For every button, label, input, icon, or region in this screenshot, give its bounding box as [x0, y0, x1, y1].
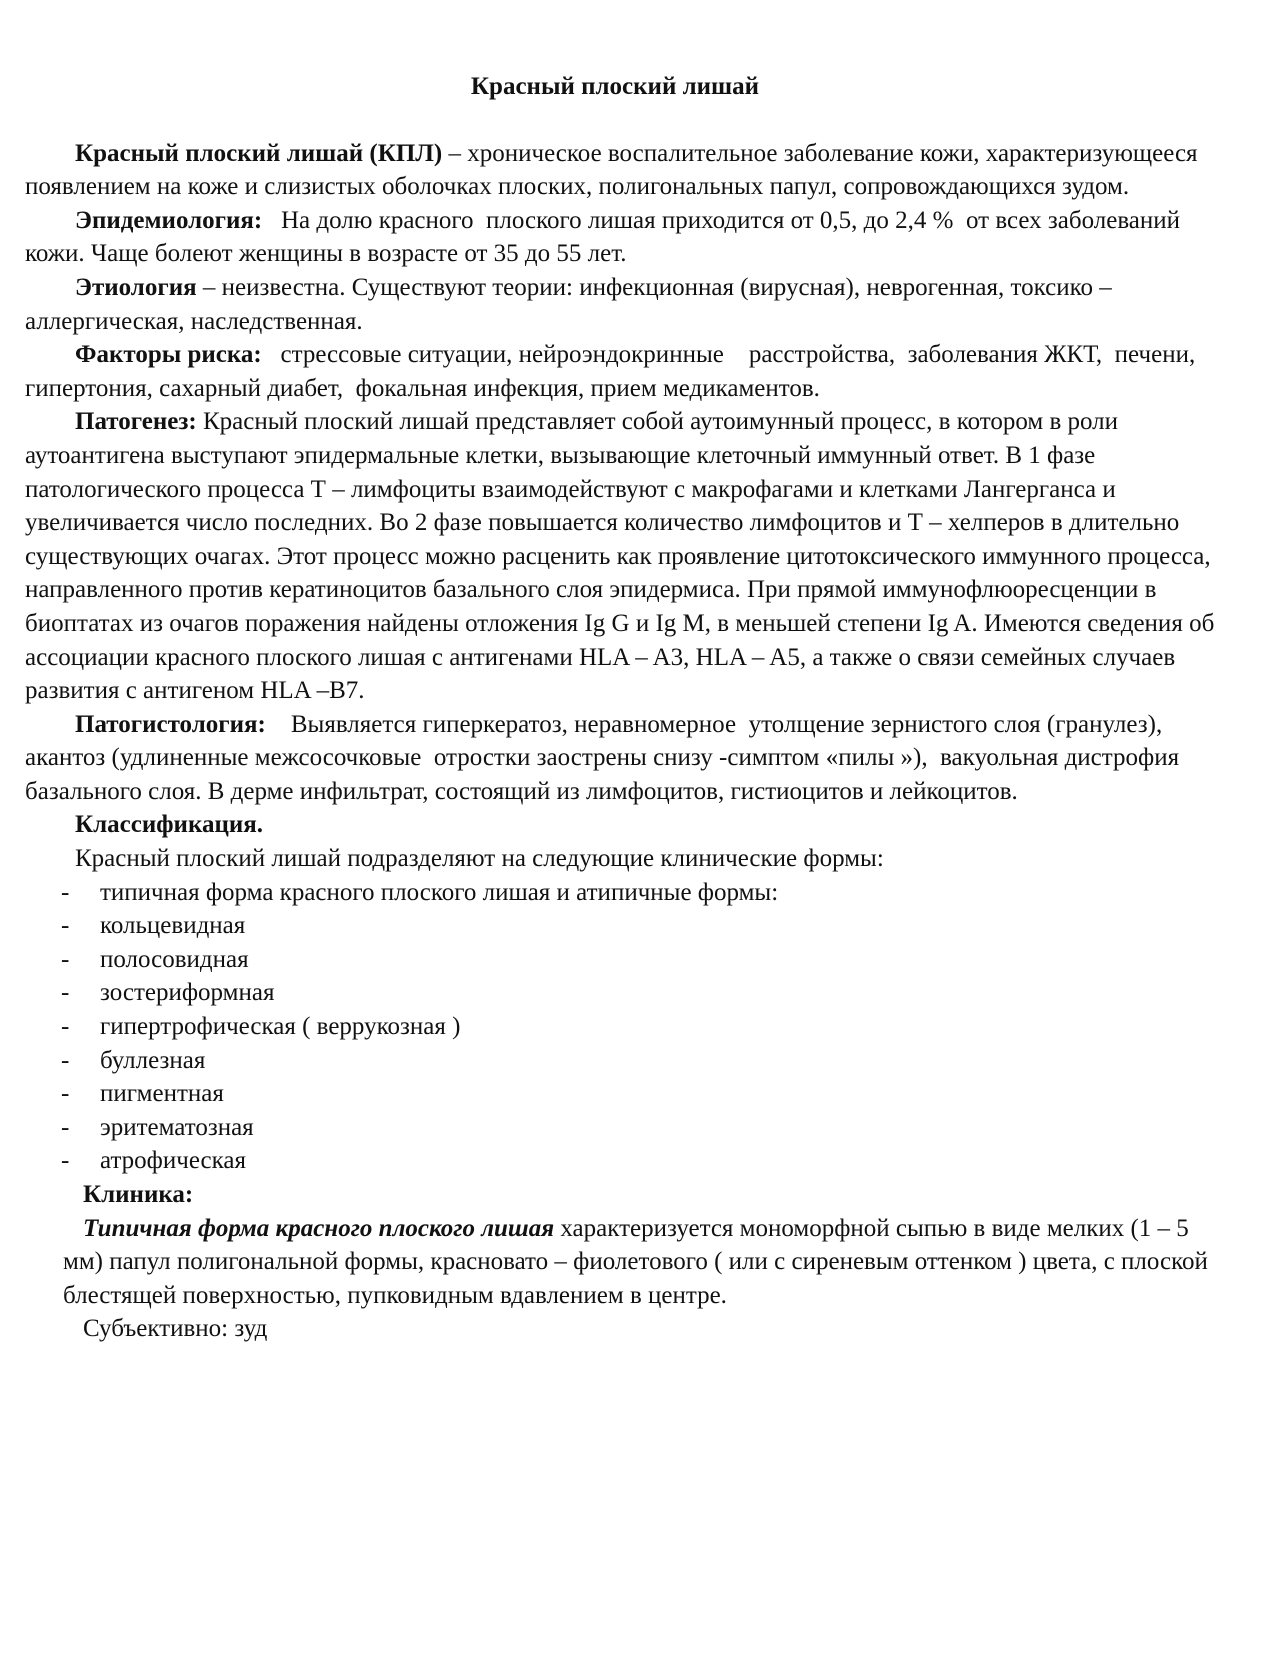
list-item [25, 1111, 1225, 1145]
document-page [25, 70, 1225, 1346]
bullet-dash: - [61, 1147, 70, 1175]
intro-paragraph [25, 137, 1225, 204]
intro-term: Красный плоский лишай (КПЛ) [75, 139, 443, 167]
list-item-label: эритематозная [100, 1113, 254, 1141]
list-item-label: пигментная [100, 1080, 224, 1108]
intro-text: – хроническое воспалительное заболевание кожи, характеризующееся появлением на коже и слизистых оболочках плоских, полигональных папул, сопровождающихся зудом. [25, 139, 1198, 201]
bullet-dash: - [61, 1080, 70, 1108]
pathogenesis-text: Красный плоский лишай представляет собой аутоимунный процесс, в котором в роли аутоантигена выступают эпидермальные клетки, вызывающие клеточный иммунный ответ. В 1 фазе патологического процесса Т – лимфоциты взаимодействуют с макрофагами и клетками Лангерганса и увеличивается число последних. Во 2 фазе повышается количество лимфоцитов и Т – хелперов в длительно существующих очагах. Этот процесс можно расценить как проявление цитотоксического иммунного процесса, направленного против кератиноцитов базального слоя эпидермиса. При прямой иммунофлюоресценции в биоптатах из очагов поражения найдены отложения Ig G и Ig M, в меньшей степени Ig A. Имеются сведения об ассоциации красного плоского лишая с антигенами HLA – A3, HLA – A5, а также о связи семейных случаев развития с антигеном HLA –B7. [25, 408, 1215, 705]
etiology-label: Этиология [75, 273, 197, 301]
list-item-label: атрофическая [100, 1147, 247, 1175]
list-item [25, 1077, 1225, 1111]
clinic-paragraph [63, 1212, 1225, 1313]
pathohistology-text: Выявляется гиперкератоз, неравномерное утолщение зернистого слоя (гранулез), акантоз (удлиненные межсосочковые отростки заострены снизу -симптом «пилы »), вакуольная дистрофия базального слоя. В дерме инфильтрат, состоящий из лимфоцитов, гистиоцитов и лейкоцитов. [25, 710, 1186, 805]
list-item [25, 909, 1225, 943]
classification-intro: Красный плоский лишай подразделяют на следующие клинические формы: [75, 845, 884, 873]
classification-heading: Классификация. [75, 811, 264, 839]
etiology-paragraph [25, 271, 1225, 338]
pathogenesis-paragraph [25, 405, 1225, 707]
epidemiology-label: Эпидемиология: [75, 206, 263, 234]
risk-factors-paragraph [25, 338, 1225, 405]
classification-list [25, 876, 1225, 1178]
bullet-dash: - [61, 979, 70, 1007]
list-item [25, 1144, 1225, 1178]
pathohistology-paragraph [25, 708, 1225, 809]
bullet-dash: - [61, 1013, 70, 1041]
list-item [25, 943, 1225, 977]
bullet-dash: - [61, 945, 70, 973]
list-item-label: гипертрофическая ( веррукозная ) [100, 1013, 461, 1041]
bullet-dash: - [61, 912, 70, 940]
clinic-subjective: Субъективно: зуд [83, 1315, 268, 1343]
list-item [25, 1044, 1225, 1078]
page-title: Красный плоский лишай [470, 73, 760, 100]
bullet-dash: - [61, 878, 70, 906]
epidemiology-paragraph [25, 204, 1225, 271]
pathohistology-label: Патогистология: [75, 710, 266, 738]
clinic-term: Типичная форма красного плоского лишая [83, 1214, 555, 1242]
list-item-label: полосовидная [100, 945, 249, 973]
list-item-label: зостериформная [100, 979, 275, 1007]
list-item [25, 1010, 1225, 1044]
list-item-label: буллезная [100, 1046, 206, 1074]
bullet-dash: - [61, 1046, 70, 1074]
clinic-section [25, 1178, 1225, 1346]
pathogenesis-label: Патогенез: [75, 408, 197, 436]
clinic-text: характеризуется мономорфной сыпью в виде мелких (1 – 5 мм) папул полигональной формы, красновато – фиолетового ( или с сиреневым оттенком ) цвета, с плоской блестящей поверхностью, пупковидным вдавлением в центре. [63, 1214, 1208, 1309]
clinic-heading: Клиника: [83, 1181, 194, 1208]
list-item-label: кольцевидная [100, 912, 246, 940]
epidemiology-text: На долю красного плоского лишая приходится от 0,5, до 2,4 % от всех заболеваний кожи. Чаще болеют женщины в возрасте от 35 до 55 лет. [25, 206, 1187, 268]
list-item-label: типичная форма красного плоского лишая и атипичные формы: [100, 878, 779, 906]
risk-factors-text: стрессовые ситуации, нейроэндокринные расстройства, заболевания ЖКТ, печени, гипертония, сахарный диабет, фокальная инфекция, прием медикаментов. [25, 341, 1208, 402]
bullet-dash: - [61, 1113, 70, 1141]
etiology-text: – неизвестна. Существуют теории: инфекционная (вирусная), неврогенная, токсико – аллергическая, наследственная. [25, 273, 1112, 335]
list-item [25, 976, 1225, 1010]
risk-factors-label: Факторы риска: [75, 341, 262, 369]
list-item [25, 876, 1225, 910]
